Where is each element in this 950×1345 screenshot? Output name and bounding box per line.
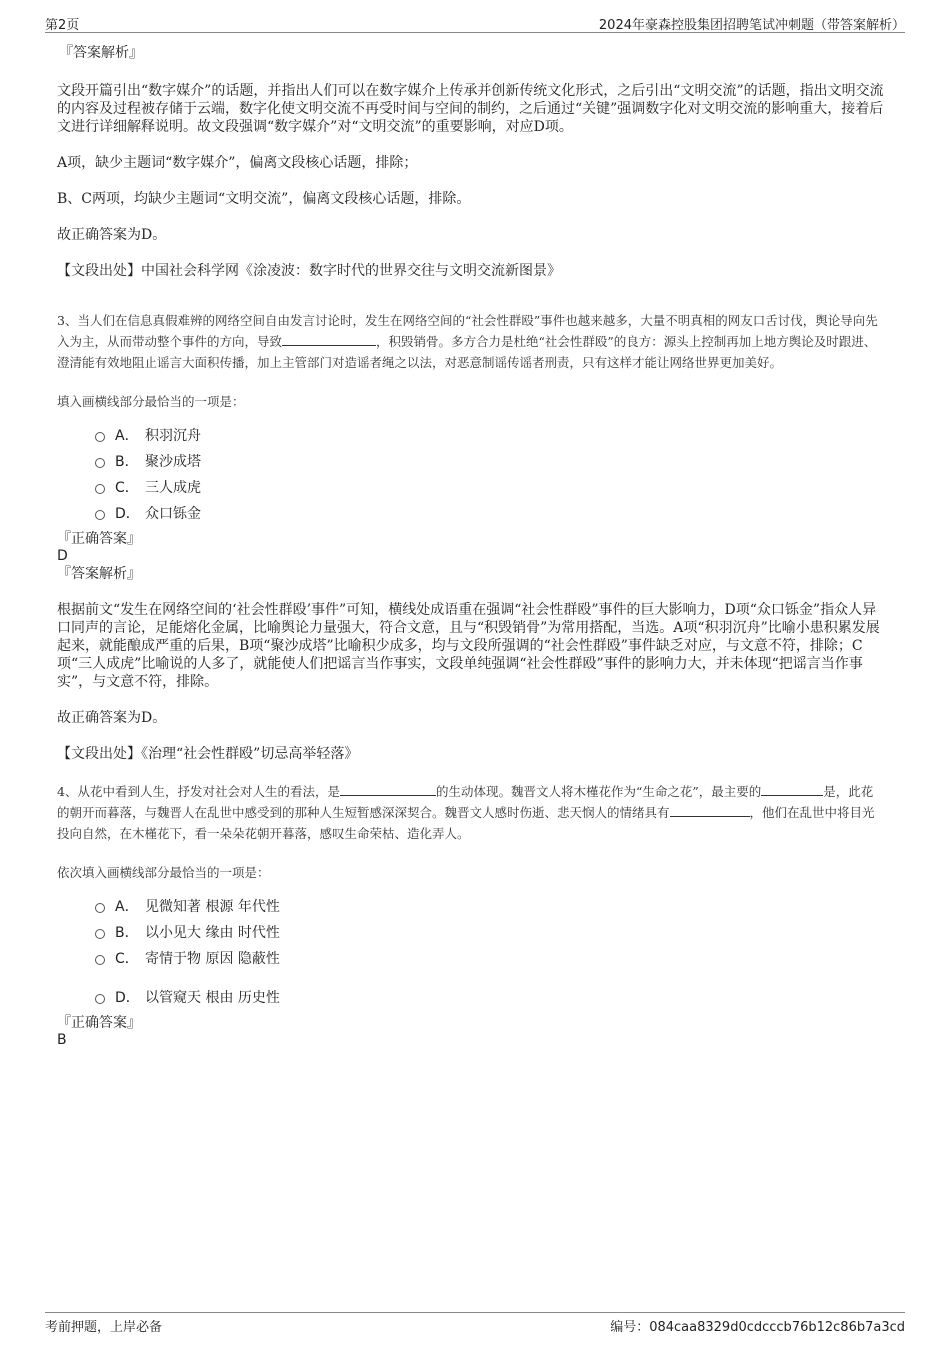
footer-slogan: 考前押题，上岸必备 — [45, 1320, 163, 1335]
analysis-option-a: A项，缺少主题词“数字媒介”，偏离文段核心话题，排除； — [57, 155, 418, 171]
correct-answer-label: 『正确答案』 — [57, 531, 141, 547]
analysis-label: 『答案解析』 — [57, 566, 141, 582]
option-d[interactable]: D． 以管窥天 根由 历史性 — [95, 984, 885, 1010]
radio-icon[interactable] — [95, 903, 105, 913]
option-a[interactable]: A． 见微知著 根源 年代性 — [95, 893, 885, 919]
question-4-options — [95, 893, 885, 1010]
question-4-text: 4、从花中看到人生，抒发对社会对人生的看法，是 的生动体现。魏晋文人将木槿花作为“生命之花”，最主要的 是，此花的朝开而暮落，与魏晋人在乱世中感受到的那种人生短暂感深深契合。魏晋文人感时伤逝、悲天悯人的情绪具有 ，他们在乱世中将目光投向自然，在木槿花下，看一朵朵花朝开暮落，感叹生命荣枯、造化弄人。 — [57, 784, 875, 841]
option-d[interactable]: D． 众口铄金 — [95, 500, 885, 526]
analysis-conclusion: 故正确答案为D。 — [57, 227, 167, 243]
option-c[interactable]: C． 三人成虎 — [95, 474, 885, 500]
question-3-options — [95, 422, 885, 526]
page-number: 第2页 — [45, 18, 80, 33]
option-b[interactable]: B． 聚沙成塔 — [95, 448, 885, 474]
answer-blank — [670, 804, 750, 817]
source-citation: 【文段出处】《治理“社会性群殴”切忌高举轻落》 — [57, 746, 359, 762]
radio-icon[interactable] — [95, 510, 105, 520]
page-footer — [45, 1312, 905, 1335]
radio-icon[interactable] — [95, 955, 105, 965]
document-code: 编号：084caa8329d0cdcccb76b12c86b7a3cd — [610, 1320, 905, 1335]
radio-icon[interactable] — [95, 458, 105, 468]
option-a[interactable]: A． 积羽沉舟 — [95, 422, 885, 448]
question-4-prompt: 依次填入画横线部分最恰当的一项是： — [57, 865, 270, 880]
document-title: 2024年豪森控股集团招聘笔试冲刺题（带答案解析） — [598, 18, 905, 33]
correct-answer: D — [57, 548, 68, 564]
radio-icon[interactable] — [95, 484, 105, 494]
analysis-conclusion: 故正确答案为D。 — [57, 710, 167, 726]
answer-blank — [340, 783, 436, 796]
question-3-prompt: 填入画横线部分最恰当的一项是： — [57, 394, 245, 409]
answer-blank — [282, 333, 376, 346]
option-b[interactable]: B． 以小见大 缘由 时代性 — [95, 919, 885, 945]
analysis-label: 『答案解析』 — [59, 45, 143, 61]
radio-icon[interactable] — [95, 432, 105, 442]
radio-icon[interactable] — [95, 929, 105, 939]
option-c[interactable]: C． 寄情于物 原因 隐蔽性 — [95, 945, 885, 971]
analysis-text: 根据前文“发生在网络空间的‘社会性群殴’事件”可知，横线处成语重在强调“社会性群殴”事件的巨大影响力，D项“众口铄金”指众人异口同声的言论，足能熔化金属，比喻舆论力量强大，符合文意，且与“积毁销骨”为常用搭配，当选。A项“积羽沉舟”比喻小患积累发展起来，就能酿成严重的后果，B项“聚沙成塔”比喻积少成多，均与文段所强调的“社会性群殴”事件缺乏对应，与文意不符，排除；C项“三人成虎”比喻说的人多了，就能使人们把谣言当作事实，文段单纯强调“社会性群殴”事件的影响力大，并未体现“把谣言当作事实”，与文意不符，排除。 — [57, 602, 880, 690]
radio-icon[interactable] — [95, 994, 105, 1004]
correct-answer-label: 『正确答案』 — [57, 1015, 141, 1031]
source-citation: 【文段出处】中国社会科学网《涂凌波：数字时代的世界交往与文明交流新图景》 — [57, 263, 561, 279]
page-header — [45, 12, 905, 33]
page-content — [57, 44, 885, 1049]
correct-answer: B — [57, 1032, 67, 1048]
question-3-text: 3、当人们在信息真假难辨的网络空间自由发言讨论时，发生在网络空间的“社会性群殴”事件也越来越多，大量不明真相的网友口舌讨伐，舆论导向先入为主，从而带动整个事件的方向，导致 ，积毁销骨。多方合力是杜绝“社会性群殴”的良方：源头上控制再加上地方舆论及时跟进、澄清能有效地阻止谣言大面积传播，加上主管部门对造谣者绳之以法，对恶意制谣传谣者刑责，只有这样才能让网络世界更加美好。 — [57, 313, 878, 370]
answer-blank — [761, 783, 823, 796]
analysis-text: 文段开篇引出“数字媒介”的话题，并指出人们可以在数字媒介上传承并创新传统文化形式，之后引出“文明交流”的话题，指出文明交流的内容及过程被存储于云端，数字化使文明交流不再受时间与空间的制约，之后通过“关键”强调数字化对文明交流的影响重大，接着后文进行详细解释说明。故文段强调“数字媒介”对“文明交流”的重要影响，对应D项。 — [57, 83, 884, 135]
analysis-option-bc: B、C两项，均缺少主题词“文明交流”，偏离文段核心话题，排除。 — [57, 191, 471, 207]
